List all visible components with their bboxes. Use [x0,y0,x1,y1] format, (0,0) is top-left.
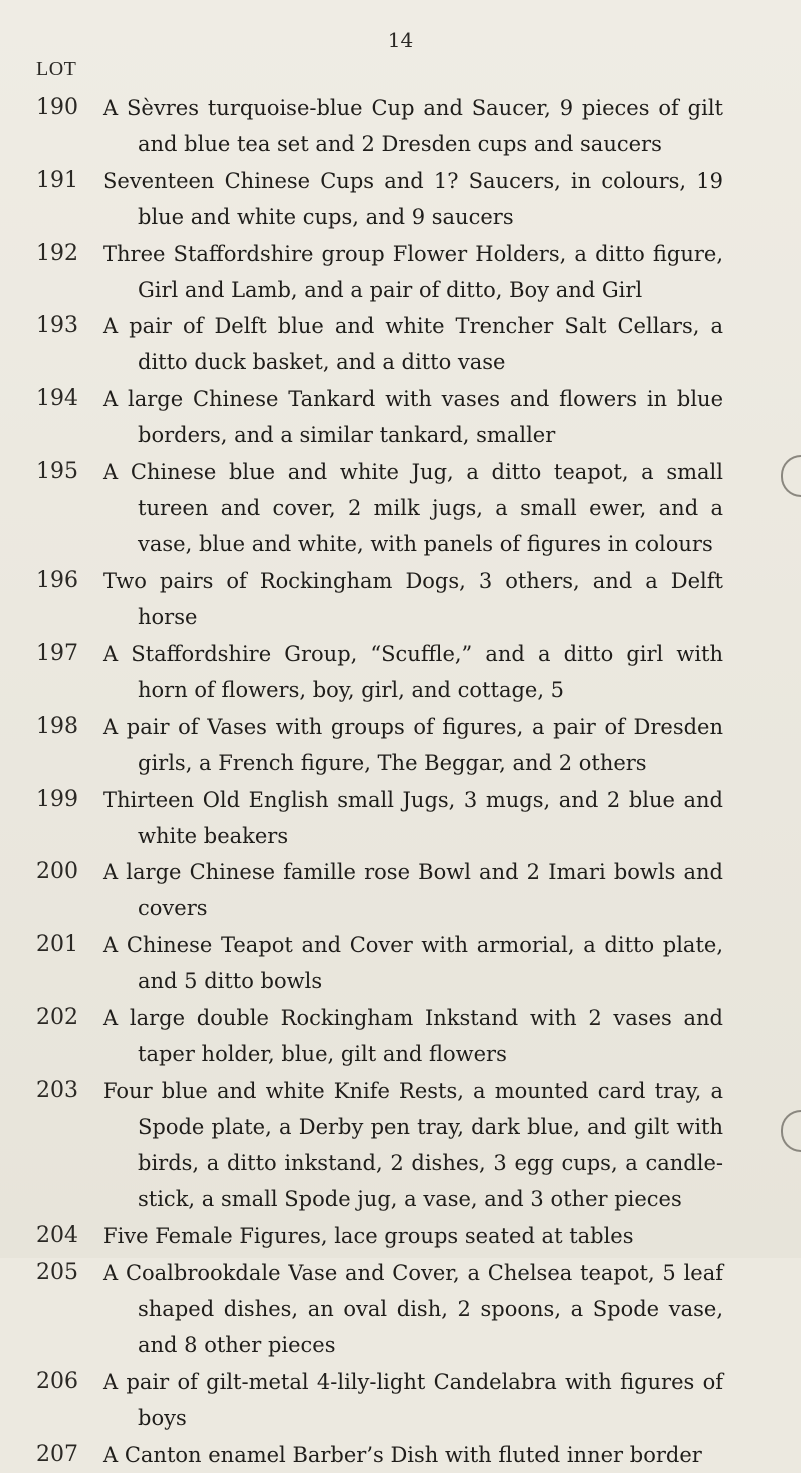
lot-number: 194 [36,386,78,412]
lot-description: A pair of gilt-metal 4-lily-light Candelabra with figures of boys [103,1370,723,1430]
lot-number: 195 [36,459,78,484]
lot-description: A Chinese Teapot and Cover with armorial, a ditto plate, and 5 ditto bowls [103,933,723,994]
lot-description: Seventeen Chinese Cups and 1? Saucers, in colours, 19 blue and white cups, and 9 saucers [103,168,723,229]
lot-number: 203 [36,1077,78,1103]
lot-number: 202 [36,1005,78,1030]
lot-number: 206 [36,1369,78,1394]
lot-number: 196 [36,568,78,594]
lot-description: A pair of Vases with groups of figures, a pair of Dresden girls, a French figure, The Beggar, and 2 others [103,714,723,775]
lot-number: 205 [36,1259,78,1285]
lot-description: A large Chinese famille rose Bowl and 2 Imari bowls and covers [103,860,723,921]
lot-description: A Coalbrookdale Vase and Cover, a Chelsea teapot, 5 leaf shaped dishes, an oval dish, 2 spoons, a Spode vase, and 8 other pieces [103,1260,723,1357]
lot-number: 200 [36,859,78,885]
lot-description: A Canton enamel Barber’s Dish with fluted inner border [103,1442,702,1467]
lot-number: 198 [36,713,78,739]
page-number: 14 [387,28,414,52]
binding-hole-mark [781,1110,801,1152]
lot-description: A Chinese blue and white Jug, a ditto teapot, a small tureen and cover, 2 milk jugs, a small ewer, and a vase, blue and white, with panels of figures in colours [103,460,723,556]
lot-number: 204 [36,1223,78,1249]
lot-number: 190 [36,95,78,120]
lot-description: A large Chinese Tankard with vases and flowers in blue borders, and a similar tankard, smaller [103,387,723,448]
lot-description: Three Staffordshire group Flower Holders, a ditto figure, Girl and Lamb, and a pair of ditto, Boy and Girl [103,241,723,302]
lot-description: Four blue and white Knife Rests, a mounted card tray, a Spode plate, a Derby pen tray, dark blue, and gilt with birds, a ditto inkstand, 2 dishes, 3 egg cups, a candle-stick, a small Spode jug, a vase, and 3 other pieces [103,1078,723,1211]
lot-number: 201 [36,932,78,958]
binding-hole-mark [781,455,801,497]
lot-description: Two pairs of Rockingham Dogs, 3 others, and a Delft horse [103,569,723,630]
lot-number: 207 [36,1441,78,1467]
lot-number: 191 [36,167,78,193]
lot-description: A large double Rockingham Inkstand with 2 vases and taper holder, blue, gilt and flowers [103,1006,723,1066]
lot-description: A pair of Delft blue and white Trencher Salt Cellars, a ditto duck basket, and a ditto vase [103,314,723,375]
lot-number: 197 [36,641,78,666]
lot-description: A Staffordshire Group, “Scuffle,” and a ditto girl with horn of flowers, boy, girl, and cottage, 5 [103,642,723,702]
lot-number: 199 [36,786,78,812]
lot-description: A Sèvres turquoise-blue Cup and Saucer, 9 pieces of gilt and blue tea set and 2 Dresden cups and saucers [103,96,723,156]
lot-description: Five Female Figures, lace groups seated at tables [103,1224,634,1249]
lot-number: 193 [36,313,78,339]
lot-column-header: LOT [36,58,77,80]
lot-number: 192 [36,240,78,266]
lot-description: Thirteen Old English small Jugs, 3 mugs, and 2 blue and white beakers [103,787,723,848]
